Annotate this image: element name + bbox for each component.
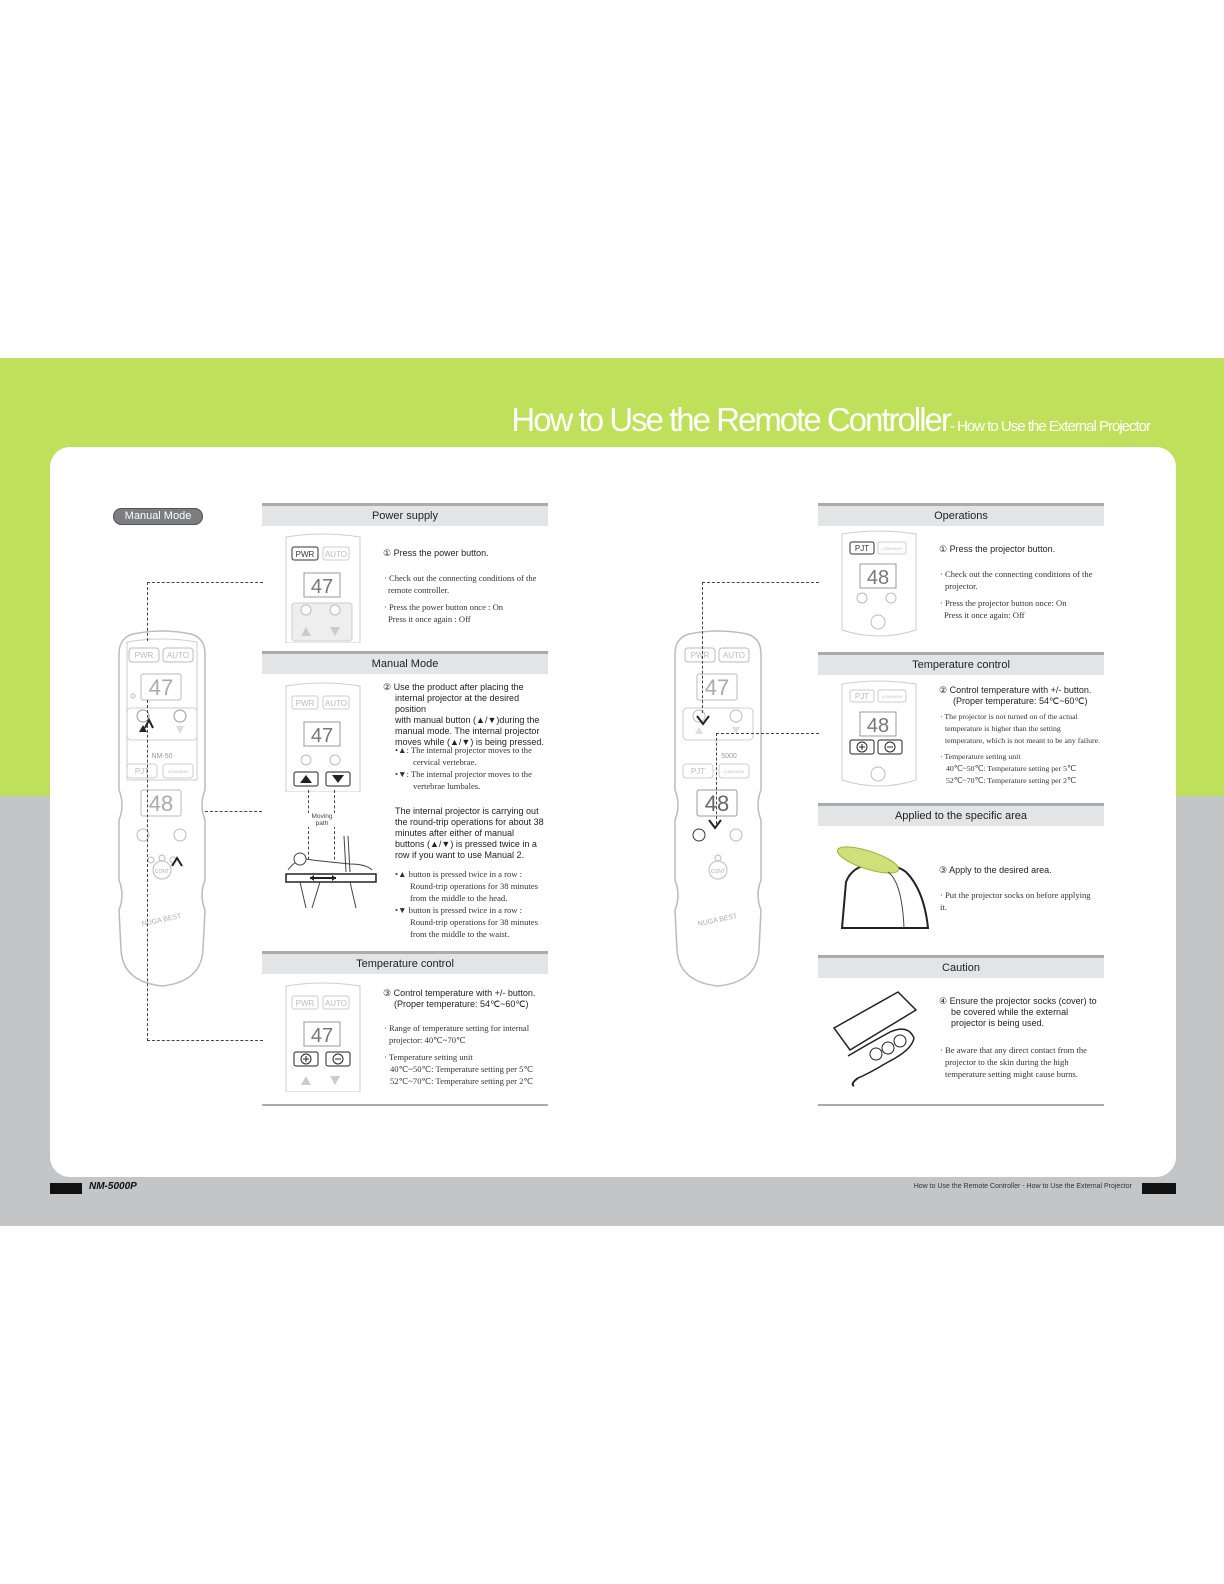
svg-text:NUGA BEST: NUGA BEST (697, 912, 739, 929)
connector-temp (147, 700, 263, 1041)
svg-text:PWR: PWR (690, 651, 710, 660)
moving-path-label: Moving path (305, 813, 339, 827)
svg-text:PJT: PJT (854, 544, 870, 553)
connector-power (147, 582, 263, 641)
svg-text:PWR: PWR (295, 999, 315, 1008)
section-heading-power: Power supply (262, 503, 548, 526)
svg-text:5000: 5000 (721, 753, 737, 760)
mini-remote-operations (838, 530, 920, 640)
manual-bullets: •▲: The internal projector moves to the cervical vertebrae. •▼: The internal projector moves to the vertebrae lumbales. (395, 745, 532, 791)
svg-text:AUTO: AUTO (324, 550, 348, 559)
svg-text:LOW/HIGH: LOW/HIGH (881, 694, 903, 699)
svg-text:CONT: CONT (710, 869, 726, 875)
remote-cont-label: CONT (154, 869, 170, 875)
caution-step: ④ Ensure the projector socks (cover) to be covered while the external projector is being used. (939, 996, 1097, 1028)
svg-text:LOW/HIGH: LOW/HIGH (881, 546, 903, 551)
manual-bullets-2: •▲ button is pressed twice in a row : Round-trip operations for 38 minutes from the middle to the head. •▼ button is pressed twice in a row : Round-trip operations for 38 minutes from the middle to the waist. (395, 869, 538, 939)
svg-text:48: 48 (704, 791, 730, 816)
massage-bed-illustration (280, 832, 380, 912)
section-heading-manual: Manual Mode (262, 651, 548, 674)
mini-remote-power (282, 533, 364, 643)
svg-text:47: 47 (704, 675, 730, 700)
remote-auto-label: AUTO (166, 651, 190, 660)
svg-text:47: 47 (310, 576, 334, 598)
temp-right-notes: · The projector is not turned on of the actual temperature is higher than the setting temperature, which is not meant to be any failure. · Temperature setting unit 40℃~50℃: Temperature setting per 5℃ 52℃~70℃: Temperature setting per 2℃ (940, 712, 1101, 785)
left-bottom-rule (262, 1104, 548, 1106)
hand-projector-illustration (832, 842, 932, 932)
caution-notes: · Be aware that any direct contact from the projector to the skin during the high temperature setting might cause burns. (940, 1045, 1087, 1079)
svg-text:PWR: PWR (295, 699, 315, 708)
remote-pwr-label: PWR (134, 651, 154, 660)
section-heading-operations: Operations (818, 503, 1104, 526)
temp-left-step: ③ Control temperature with +/- button. (Proper temperature: 54℃~60℃) (383, 988, 536, 1009)
svg-text:47: 47 (310, 1025, 334, 1047)
page-title-main: How to Use the Remote Controller (511, 401, 950, 438)
projector-socks-illustration (828, 988, 928, 1088)
svg-text:PWR: PWR (295, 550, 315, 559)
svg-text:AUTO: AUTO (324, 699, 348, 708)
remote-display-top: 47 (148, 675, 174, 700)
operations-notes: · Check out the connecting conditions of the projector. · Press the projector button once: On Press it once again: Off (940, 569, 1093, 620)
manual-step: ② Use the product after placing the internal projector at the desired position with manual button (▲/▼)during the manual mode. The internal projector moves while (▲/▼) is being pressed. (383, 682, 544, 747)
svg-text:48: 48 (866, 715, 890, 737)
section-heading-caution: Caution (818, 955, 1104, 978)
operations-step: ① Press the projector button. (939, 544, 1056, 554)
mode-pill: Manual Mode (113, 508, 203, 525)
mini-remote-temp-right (838, 680, 920, 790)
footer-bar-left (50, 1183, 82, 1194)
section-heading-temp-right: Temperature control (818, 652, 1104, 675)
area-step: ③ Apply to the desired area. (939, 865, 1052, 875)
svg-text:AUTO: AUTO (722, 651, 746, 660)
mini-remote-temp-left (282, 982, 364, 1092)
remote-pjt-label: PJT (134, 767, 150, 776)
section-heading-area: Applied to the specific area (818, 803, 1104, 826)
remote-model-strip: NM-50 (151, 753, 173, 760)
footer-running-title: How to Use the Remote Controller - How to Use the External Projector (913, 1183, 1132, 1190)
remote-low-label: LOW/HIGH (167, 769, 189, 774)
svg-text:48: 48 (866, 567, 890, 589)
right-bottom-rule (818, 1104, 1104, 1106)
manual-round-trip-para: The internal projector is carrying out the round-trip operations for about 38 minutes after either of manual buttons (▲/▼) is pressed twice in a row if you want to use Manual 2. (395, 806, 544, 860)
temp-right-step: ② Control temperature with +/- button. (Proper temperature: 54℃~60℃) (939, 685, 1092, 706)
connector-operations (702, 582, 819, 713)
remote-display-bottom: 48 (148, 791, 174, 816)
area-notes: · Put the projector socks on before applying it. (940, 890, 1091, 912)
svg-text:47: 47 (310, 725, 334, 747)
svg-text:LOW/HIGH: LOW/HIGH (723, 769, 745, 774)
page-title (511, 401, 1150, 439)
power-step: ① Press the power button. (383, 548, 489, 558)
temp-left-notes: · Range of temperature setting for internal projector: 40℃~70℃ · Temperature setting unit 40℃~50℃: Temperature setting per 5℃ 52℃~70℃: Temperature setting per 2℃ (384, 1023, 534, 1086)
remote-brand: NUGA BEST (141, 912, 183, 929)
mini-remote-manual (282, 682, 364, 792)
power-notes: · Check out the connecting conditions of the remote controller. · Press the power button once : On Press it once again : Off (384, 573, 537, 624)
svg-text:PJT: PJT (854, 692, 870, 701)
footer-model: NM-5000P (89, 1181, 137, 1192)
svg-text:PJT: PJT (690, 767, 706, 776)
connector-temp-right (716, 733, 819, 824)
footer-bar-right (1142, 1183, 1176, 1194)
svg-text:AUTO: AUTO (324, 999, 348, 1008)
section-heading-temp-left: Temperature control (262, 951, 548, 974)
page-title-sub: - How to Use the External Projector (949, 418, 1150, 435)
